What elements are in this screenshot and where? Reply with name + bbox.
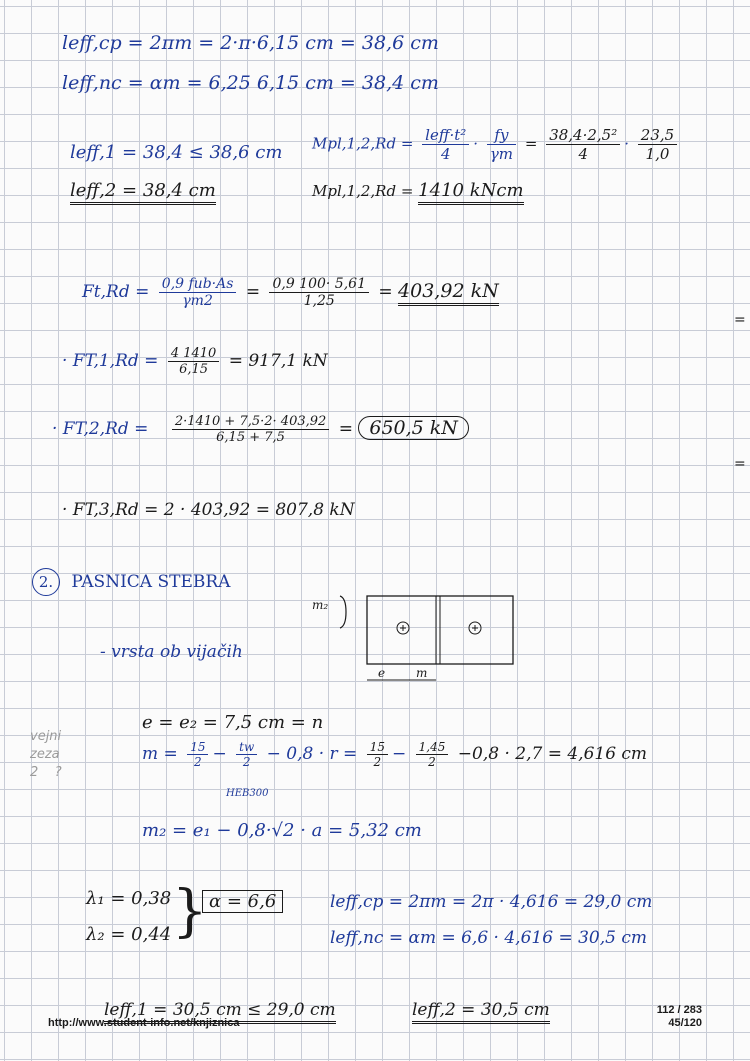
leff-nc-2: leff,nc = αm = 6,6 · 4,616 = 30,5 cm xyxy=(330,928,647,948)
frac-den: γm2 xyxy=(182,293,213,309)
frac-den: 4 xyxy=(578,145,588,163)
frac-num: 15 xyxy=(367,740,388,755)
heb-note: HEB300 xyxy=(226,788,269,799)
ft2-rd-line: · FT,2,Rd = $\frac{2\cdot 1410 + 7,5\cdot 2\cdot 403,92}{6,15 + 7,5}$ = 650,5 kN xyxy=(52,414,469,445)
frac-num: leff·t² xyxy=(422,126,469,145)
margin-mark: = xyxy=(734,456,746,472)
dim-m-label: m xyxy=(416,666,428,680)
frac-den: 2 xyxy=(428,755,436,769)
brace-symbol: } xyxy=(172,879,208,944)
frac-fy-gm xyxy=(487,126,516,163)
frac-145-2 xyxy=(416,740,449,769)
bottom-leff2-value: leff,2 = 30,5 cm xyxy=(412,1000,550,1024)
ft1-value: = 917,1 kN xyxy=(228,351,328,371)
ft1-rd-line xyxy=(62,346,328,377)
mpl-result xyxy=(312,180,524,201)
margin-mark: = xyxy=(734,312,746,328)
frac-num: 1,45 xyxy=(416,740,449,755)
ft-rd-line: Ft,Rd = $\frac{\text{0,9 fub·As}}{\gamma m2}$ = $\frac{0,9 100\cdot 5,61}{1,25}$ = 403,92 kN xyxy=(82,276,499,309)
footer-page: 112 / 283 xyxy=(656,1004,702,1016)
m2-dim-label: m₂ xyxy=(312,598,329,612)
frac-num: 0,9 fub·As xyxy=(159,276,237,293)
frac-num: fy xyxy=(487,126,516,145)
frac-den: 2 xyxy=(373,755,382,769)
ft3-value: · FT,3,Rd = 2 · 403,92 = 807,8 kN xyxy=(62,500,355,520)
alpha-value: α = 6,6 xyxy=(202,890,283,913)
m-mid: − 0,8 · r = xyxy=(266,744,358,764)
frac-num: 2·1410 + 7,5·2· 403,92 xyxy=(172,414,329,430)
mpl-result-label: Mpl,1,2,Rd = xyxy=(312,182,414,200)
ft2-label: · FT,2,Rd = xyxy=(52,419,149,439)
m2-line: m₂ = e₁ − 0,8·√2 · a = 5,32 cm xyxy=(142,820,422,841)
frac-den: 6,15 + 7,5 xyxy=(216,430,285,445)
section-number: 2. xyxy=(32,568,60,596)
leff2-line xyxy=(70,180,216,201)
dim-e-label: e xyxy=(378,666,386,680)
frac-num: tw xyxy=(236,740,257,755)
frac-den: γm xyxy=(489,145,514,163)
leff1-line: leff,1 = 38,4 ≤ 38,6 cm xyxy=(70,142,283,163)
leff-nc-line: leff,nc = αm = 6,25 6,15 cm = 38,4 cm xyxy=(62,72,439,94)
frac-den: 1,0 xyxy=(645,145,670,163)
footer-url[interactable]: http://www.student-info.net/knjiznica xyxy=(48,1017,240,1029)
frac-den: 1,25 xyxy=(303,293,335,309)
frac-ft1 xyxy=(168,346,220,377)
frac-tw-2 xyxy=(236,740,257,769)
ft-rd-value: 403,92 kN xyxy=(398,280,499,306)
frac-values xyxy=(546,126,620,163)
mpl-label: Mpl,1,2,Rd = xyxy=(312,134,414,153)
frac-num: 0,9 100· 5,61 xyxy=(269,276,369,293)
ft1-label: · FT,1,Rd = xyxy=(62,351,159,371)
leff-cp-line: leff,cp = 2πm = 2·π·6,15 cm = 38,6 cm xyxy=(62,32,439,54)
section-title: PASNICA STEBRA xyxy=(71,572,231,592)
frac-den: 2 xyxy=(242,755,251,769)
footer-subpage: 45/120 xyxy=(668,1017,702,1029)
frac-num: 38,4·2,5² xyxy=(546,126,620,145)
mpl-formula: Mpl,1,2,Rd = $\frac{\text{leff·t²}}{4}$ · $\frac{fy}{\gamma m}$ = $\frac{\text{38,4·2,5²}}{4}$ · $\frac{23,5}{1,0}$ xyxy=(312,126,681,163)
pencil-note: vejni zeza 2 ? xyxy=(30,729,62,780)
frac-num: 23,5 xyxy=(638,126,677,145)
frac-ft-formula xyxy=(159,276,237,309)
frac-den: 2 xyxy=(194,755,202,769)
e-line: e = e₂ = 7,5 cm = n xyxy=(142,712,324,733)
frac-15-2-b xyxy=(367,740,388,769)
mpl-result-value: 1410 kNcm xyxy=(418,180,523,205)
alpha-box xyxy=(202,890,283,913)
frac-ft2 xyxy=(172,414,329,445)
m-value: −0,8 · 2,7 = 4,616 cm xyxy=(457,744,648,764)
frac-num: 15 xyxy=(187,740,208,755)
frac-num: 4 1410 xyxy=(168,346,220,362)
ft-rd-label: Ft,Rd = xyxy=(82,282,150,302)
frac-fy-values xyxy=(638,126,677,163)
ft2-circled-value: 650,5 kN xyxy=(358,416,469,440)
frac-ft-values xyxy=(269,276,369,309)
frac-leff-t xyxy=(422,126,469,163)
lambda2: λ₂ = 0,44 xyxy=(86,924,172,945)
m-formula: m = $\frac{15}{2}$ − $\frac{tw}{2}$ − 0,8 · r = $\frac{15}{2}$ − $\frac{1,45}{2}$ −0,8 · 2,7 = 4,616 cm xyxy=(142,740,648,769)
subtitle-vijaki: - vrsta ob vijačih xyxy=(100,642,243,662)
frac-15-2 xyxy=(187,740,208,769)
leff2-value: leff,2 = 38,4 cm xyxy=(70,180,216,205)
lambda1: λ₁ = 0,38 xyxy=(86,888,172,909)
m-label: m = xyxy=(142,744,178,764)
equals-sign: = xyxy=(524,134,538,153)
leff-cp-2: leff,cp = 2πm = 2π · 4,616 = 29,0 cm xyxy=(330,892,653,912)
bottom-leff2 xyxy=(412,1000,550,1020)
ft3-rd-line xyxy=(62,500,355,520)
bottom-leff1-value: leff,1 = 30,5 cm ≤ 29,0 cm xyxy=(104,1000,336,1024)
frac-den: 6,15 xyxy=(179,362,209,377)
frac-den: 4 xyxy=(440,145,451,163)
section-heading xyxy=(32,568,230,596)
